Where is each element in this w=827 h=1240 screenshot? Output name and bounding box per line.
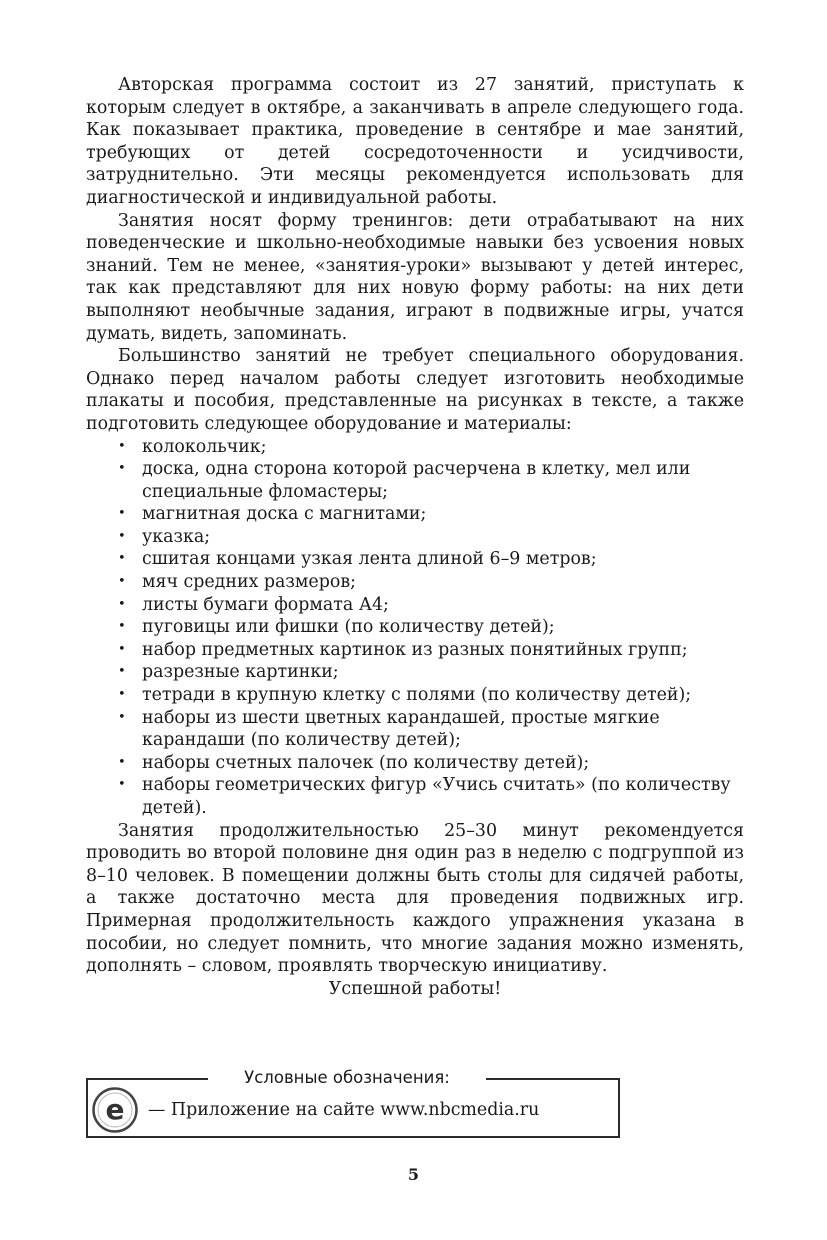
- list-item: • мяч средних размеров;: [118, 571, 744, 594]
- list-item: • указка;: [118, 526, 744, 549]
- list-item: • разрезные картинки;: [118, 661, 744, 684]
- e-icon-letter: e: [105, 1093, 125, 1126]
- list-item: • наборы счетных палочек (по количеству детей);: [118, 752, 744, 775]
- list-item: • набор предметных картинок из разных понятийных групп;: [118, 639, 744, 662]
- list-item: • наборы из шести цветных карандашей, простые мягкие карандаши (по количеству детей);: [118, 707, 744, 752]
- page-body: [86, 74, 744, 1000]
- list-item: • тетради в крупную клетку с полями (по количеству детей);: [118, 684, 744, 707]
- page-number: 5: [407, 1165, 420, 1184]
- list-item: • доска, одна сторона которой расчерчена в клетку, мел или специальные фломастеры;: [118, 458, 744, 503]
- list-item: • магнитная доска с магнитами;: [118, 503, 744, 526]
- list-item: • сшитая концами узкая лента длиной 6–9 метров;: [118, 548, 744, 571]
- list-item: • листы бумаги формата А4;: [118, 594, 744, 617]
- legend-box: [86, 1068, 620, 1138]
- list-item: • колокольчик;: [118, 436, 744, 459]
- e-icon: [92, 1087, 138, 1133]
- legend-description: — Приложение на сайте www.nbcmedia.ru: [148, 1100, 540, 1120]
- list-item: • наборы геометрических фигур «Учись считать» (по количеству детей).: [118, 774, 744, 819]
- paragraph-trainings: Занятия носят форму тренингов: дети отрабатывают на них поведенческие и школьно-необходимые навыки без усвоения новых знаний. Тем не менее, «занятия-уроки» вызывают у детей интерес, так как представляют для них новую форму работы: на них дети выполняют необычные задания, играют в подвижные игры, учатся думать, видеть, запоминать.: [86, 210, 744, 344]
- paragraph-program: Авторская программа состоит из 27 занятий, приступать к которым следует в октябре, а заканчивать в апреле следующего года. Как показывает практика, проведение в сентябре и мае занятий, требующих от детей сосредоточенности и усидчивости, затруднительно. Эти месяцы рекомендуется использовать для диагностической и индивидуальной работы.: [86, 75, 744, 208]
- legend-title: Условные обозначения:: [208, 1067, 486, 1089]
- closing-line: Успешной работы!: [328, 978, 502, 999]
- list-item: • пуговицы или фишки (по количеству детей);: [118, 616, 744, 639]
- paragraph-equipment-intro: Большинство занятий не требует специального оборудования. Однако перед началом работы следует изготовить необходимые плакаты и пособия, представленные на рисунках в тексте, а также подготовить следующее оборудование и материалы:: [86, 346, 744, 434]
- paragraph-schedule: Занятия продолжительностью 25–30 минут рекомендуется проводить во второй половине дня один раз в неделю с подгруппой из 8–10 человек. В помещении должны быть столы для сидячей работы, а также достаточно места для проведения подвижных игр. Примерная продолжительность каждого упражнения указана в пособии, но следует помнить, что многие задания можно изменять, дополнять – словом, проявлять творческую инициативу.: [86, 820, 744, 977]
- equipment-list: [86, 436, 744, 820]
